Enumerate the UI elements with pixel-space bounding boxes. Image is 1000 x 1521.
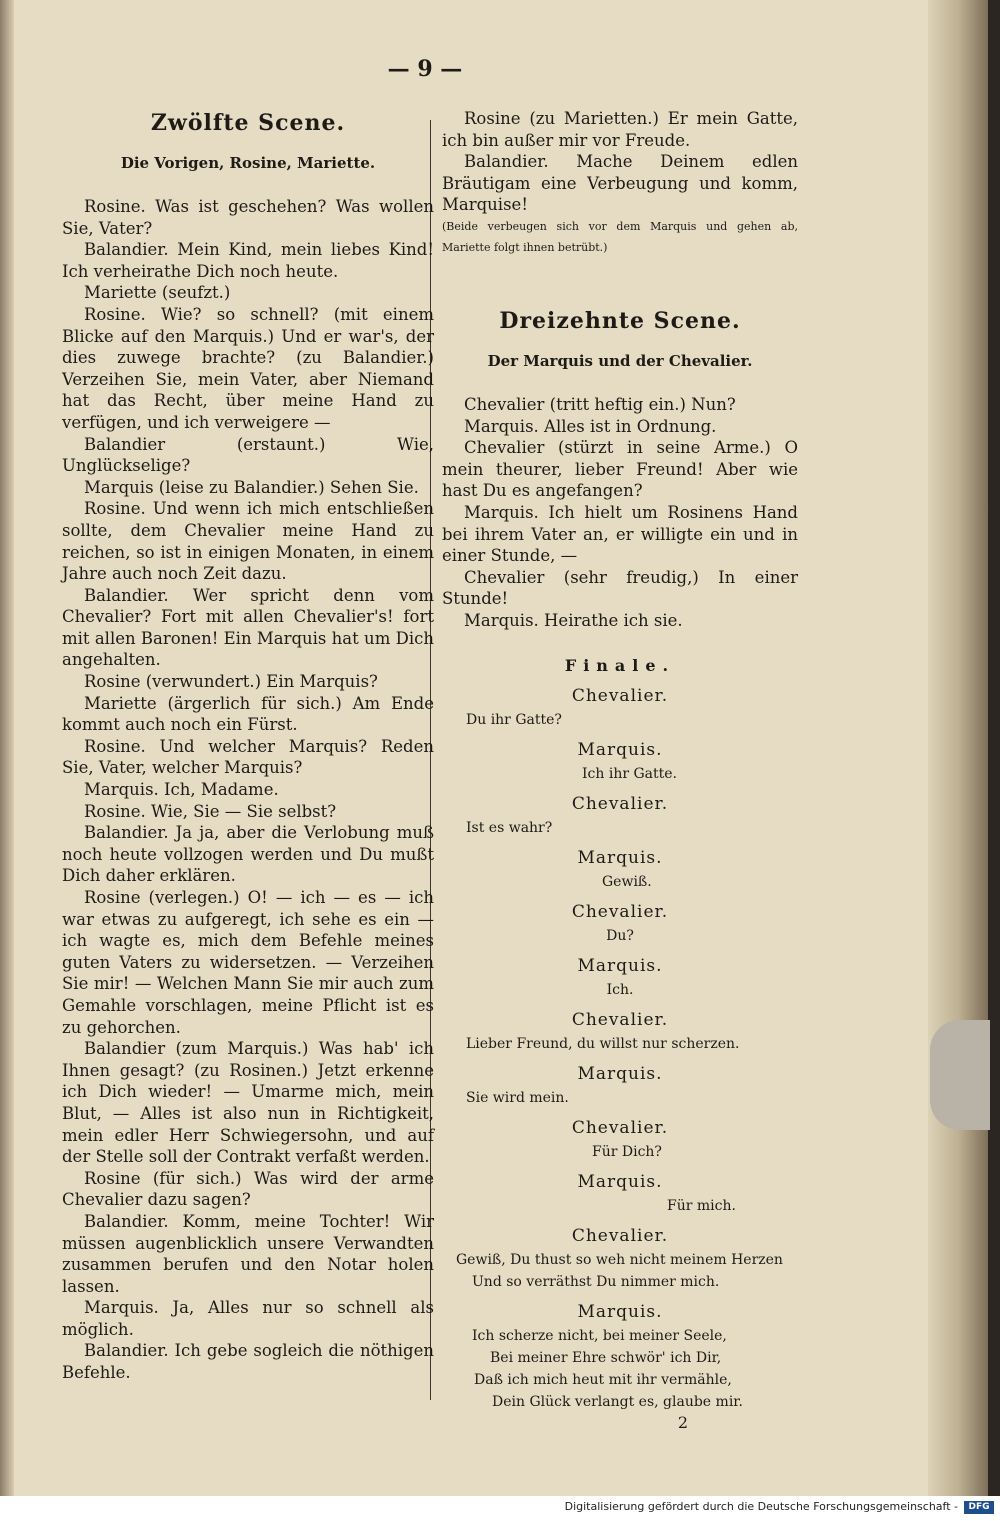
sung-line: Du? — [606, 927, 634, 944]
scene-title: Dreizehnte Scene. — [499, 307, 741, 334]
sung-line: Und so verräthst Du nimmer mich. — [472, 1273, 720, 1290]
singer-name: Marquis. — [577, 955, 663, 976]
dialogue-line: Balandier. Ja ja, aber die Verlobung muß noch heute vollzogen werden und Du mußt Dich daher erklären. — [62, 823, 434, 886]
dialogue-line: Marquis. Heirathe ich sie. — [464, 610, 683, 630]
finale-title: Finale. — [564, 655, 676, 675]
previous-page-edge — [0, 0, 14, 1496]
singer-name: Marquis. — [577, 1063, 663, 1084]
scene-cast: Die Vorigen, Rosine, Mariette. — [120, 154, 376, 172]
funding-credit: Digitalisierung gefördert durch die Deutsche Forschungsgemeinschaft - — [564, 1500, 958, 1513]
sung-line: Für mich. — [667, 1197, 736, 1214]
sung-line: Ich ihr Gatte. — [582, 765, 677, 782]
scene-cast: Der Marquis und der Chevalier. — [487, 351, 753, 370]
sung-line: Du ihr Gatte? — [466, 711, 562, 728]
sung-line: Sie wird mein. — [466, 1089, 569, 1106]
dialogue-line: Balandier. Ich gebe sogleich die nöthigen Befehle. — [62, 1341, 434, 1383]
dialogue-line: Rosine. Was ist geschehen? Was wollen Sie, Vater? — [62, 197, 434, 238]
dialogue-line: Balandier. Mache Deinem edlen Bräutigam eine Verbeugung und komm, Marquise! — [442, 152, 798, 215]
dialogue-line: Balandier. Mein Kind, mein liebes Kind! Ich verheirathe Dich noch heute. — [62, 240, 434, 281]
singer-name: Marquis. — [577, 847, 663, 868]
page-tab — [930, 1020, 990, 1130]
dialogue-line: Mariette (seufzt.) — [84, 283, 231, 303]
sung-line: Ich. — [606, 981, 634, 998]
dfg-logo: DFG — [964, 1501, 994, 1514]
page-stack-edge — [928, 0, 988, 1496]
singer-name: Marquis. — [577, 739, 663, 760]
singer-name: Chevalier. — [571, 1225, 669, 1246]
singer-name: Chevalier. — [571, 1009, 669, 1030]
dialogue-line: Marquis. Ich hielt um Rosinens Hand bei ihrem Vater an, er willigte ein und in einer Stunde, — — [442, 502, 798, 566]
dialogue-line: Balandier (erstaunt.) Wie, Unglückselige? — [62, 434, 434, 476]
sung-line: Gewiß. — [602, 873, 652, 890]
left-column — [62, 110, 434, 1384]
dialogue-line: Balandier. Komm, meine Tochter! Wir müssen augenblicklich unsere Verwandten zusammen berufen und den Notar holen lassen. — [62, 1211, 434, 1296]
dialogue-line: Rosine. Wie? so schnell? (mit einem Blicke auf den Marquis.) Und er war's, der dies zuwege brachte? (zu Balandier.) Verzeihen Sie, mein Vater, aber Niemand hat das Recht, über meine Hand zu verfügen, und ich verweigere — — [62, 304, 434, 432]
dialogue-line: Marquis. Alles ist in Ordnung. — [464, 416, 717, 436]
footer-bar — [0, 1496, 1000, 1521]
dialogue-line: Chevalier (stürzt in seine Arme.) O mein theurer, lieber Freund! Aber wie hast Du es angefangen? — [442, 438, 798, 501]
dialogue-line: Rosine (verlegen.) O! — ich — es — ich war etwas zu aufgeregt, ich sehe es ein — ich wagte es, mich dem Befehle meines guten Vaters zu widersetzen. — Verzeihen Sie mir! — Welchen Mann Sie mir auch zum Gemahle vorschlagen, meine Pflicht ist es zu gehorchen. — [62, 888, 434, 1037]
dialogue-line: Balandier (zum Marquis.) Was hab' ich Ihnen gesagt? (zu Rosinen.) Jetzt erkenne ich Dich wieder! — Umarme mich, mein Blut, — Alles ist also nun in Richtigkeit, mein edler Herr Schwiegersohn, und auf der Stelle soll der Contrakt verfaßt werden. — [62, 1039, 434, 1167]
dialogue-line: Rosine (zu Marietten.) Er mein Gatte, ich bin außer mir vor Freude. — [442, 109, 798, 150]
singer-name: Marquis. — [577, 1171, 663, 1192]
singer-name: Chevalier. — [571, 685, 669, 706]
sung-line: Ich scherze nicht, bei meiner Seele, — [472, 1327, 727, 1344]
sung-line: Gewiß, Du thust so weh nicht meinem Herzen — [456, 1251, 783, 1268]
dialogue-line: Rosine. Wie, Sie — Sie selbst? — [84, 801, 337, 821]
sung-line: Lieber Freund, du willst nur scherzen. — [466, 1035, 740, 1052]
dialogue-line: Marquis (leise zu Balandier.) Sehen Sie. — [84, 477, 419, 497]
dialogue-line: Balandier. Wer spricht denn vom Chevalier? Fort mit allen Chevalier's! fort mit allen Baronen! Ein Marquis hat um Dich angehalten. — [62, 585, 434, 670]
dialogue-line: Rosine (verwundert.) Ein Marquis? — [84, 672, 378, 692]
dialogue-line: Marquis. Ja, Alles nur so schnell als möglich. — [62, 1298, 434, 1339]
stage-direction: (Beide verbeugen sich vor dem Marquis und gehen ab, Mariette folgt ihnen betrübt.) — [442, 219, 798, 254]
scene-title: Zwölfte Scene. — [150, 110, 346, 136]
dialogue-line: Rosine. Und welcher Marquis? Reden Sie, Vater, welcher Marquis? — [62, 736, 434, 778]
singer-name: Chevalier. — [571, 793, 669, 814]
dialogue-line: Marquis. Ich, Madame. — [84, 780, 279, 800]
sung-line: Bei meiner Ehre schwör' ich Dir, — [490, 1349, 722, 1366]
sung-line: Dein Glück verlangt es, glaube mir. — [492, 1393, 743, 1410]
dialogue-line: Chevalier (tritt heftig ein.) Nun? — [464, 394, 736, 414]
sung-line: Für Dich? — [592, 1143, 662, 1160]
singer-name: Chevalier. — [571, 1117, 669, 1138]
sung-line: Daß ich mich heut mit ihr vermähle, — [474, 1371, 732, 1388]
signature-mark: 2 — [677, 1412, 688, 1432]
singer-name: Marquis. — [577, 1301, 663, 1322]
singer-name: Chevalier. — [571, 901, 669, 922]
page-number: — 9 — — [387, 56, 463, 82]
dialogue-line: Mariette (ärgerlich für sich.) Am Ende kommt auch noch ein Fürst. — [62, 693, 434, 735]
sung-line: Ist es wahr? — [466, 819, 553, 836]
right-column — [442, 108, 798, 1433]
dialogue-line: Rosine. Und wenn ich mich entschließen sollte, dem Chevalier meine Hand zu reichen, so ist in einigen Monaten, in einem Jahre auch noch Zeit dazu. — [62, 499, 434, 584]
dialogue-line: Rosine (für sich.) Was wird der arme Chevalier dazu sagen? — [62, 1168, 434, 1210]
dialogue-line: Chevalier (sehr freudig,) In einer Stunde! — [442, 567, 798, 609]
